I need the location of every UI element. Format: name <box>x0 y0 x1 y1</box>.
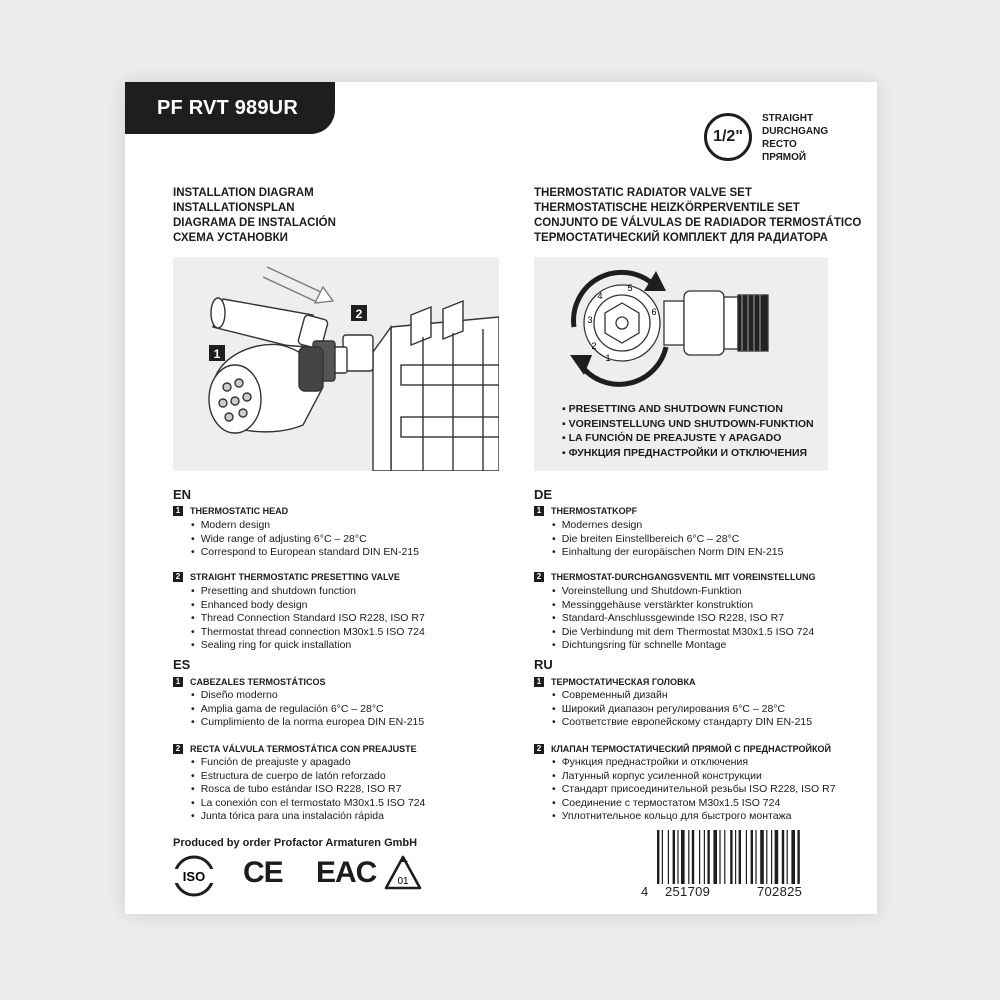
list-item: • Thermostat thread connection M30x1.5 ISO 724 <box>191 626 425 640</box>
heading-line: INSTALLATION DIAGRAM <box>173 187 314 199</box>
de-section-1-list <box>552 519 783 560</box>
en-section-1-list <box>191 519 419 560</box>
function-item: ▪ LA FUNCIÓN DE PREAJUSTE Y APAGADO <box>562 432 782 444</box>
list-item: • Die Verbindung mit dem Thermostat M30x1.5 ISO 724 <box>552 626 814 640</box>
list-item: • Enhanced body design <box>191 599 425 613</box>
en-section-1-title: 1 THERMOSTATIC HEAD <box>173 506 288 516</box>
size-line-es: RECTO <box>762 139 797 150</box>
dial-number-2: 2 <box>591 341 597 351</box>
ru-section-1-list <box>552 689 812 730</box>
list-item: • Einhaltung der europäischen Norm DIN EN-215 <box>552 546 783 560</box>
list-item: • Estructura de cuerpo de latón reforzado <box>191 770 425 784</box>
de-section-2-title: 2 THERMOSTAT-DURCHGANGSVENTIL MIT VOREINSTELLUNG <box>534 572 816 582</box>
iso-logo <box>173 855 215 897</box>
en-section-2-title: 2 STRAIGHT THERMOSTATIC PRESETTING VALVE <box>173 572 400 582</box>
size-line-de: DURCHGANG <box>762 126 829 137</box>
ru-section-1-title: 1 ТЕРМОСТАТИЧЕСКАЯ ГОЛОВКА <box>534 677 695 687</box>
list-item: • Dichtungsring für schnelle Montage <box>552 639 814 653</box>
svg-text:01: 01 <box>397 876 409 887</box>
list-item: • Стандарт присоединительной резьбы ISO R228, ISO R7 <box>552 783 836 797</box>
dial-number-1: 1 <box>605 353 611 363</box>
function-item: ▪ VOREINSTELLUNG UND SHUTDOWN-FUNKTION <box>562 417 814 430</box>
ce-mark: CE <box>243 856 283 889</box>
packaging-label <box>125 82 877 914</box>
eac-mark: EAC <box>316 856 377 889</box>
recycle-icon <box>383 854 423 892</box>
barcode-digits-right: 702825 <box>757 884 803 899</box>
de-section-1-title: 1 THERMOSTATKOPF <box>534 506 637 516</box>
list-item: • Standard-Anschlussgewinde ISO R228, ISO R7 <box>552 612 814 626</box>
dial-number-4: 4 <box>597 291 603 301</box>
list-item: • Латунный корпус усиленной конструкции <box>552 770 836 784</box>
heading-line: INSTALLATIONSPLAN <box>173 202 295 214</box>
dial-number-5: 5 <box>627 283 633 293</box>
lang-code-ru: RU <box>534 657 553 672</box>
heading-line: ТЕРМОСТАТИЧЕСКИЙ КОМПЛЕКТ ДЛЯ РАДИАТОРА <box>534 232 828 244</box>
en-section-2-list <box>191 585 425 653</box>
valve-drawing <box>534 257 828 399</box>
lang-code-en: EN <box>173 487 192 502</box>
list-item: • Diseño moderno <box>191 689 424 703</box>
list-item: • Функция преднастройки и отключения <box>552 756 836 770</box>
product-heading <box>534 186 861 246</box>
installation-drawing <box>173 257 499 471</box>
es-section-1-list <box>191 689 424 730</box>
function-item: ▪ PRESETTING AND SHUTDOWN FUNCTION <box>562 403 783 415</box>
lang-code-de: DE <box>534 487 553 502</box>
ru-section-2-list <box>552 756 836 824</box>
list-item: • Sealing ring for quick installation <box>191 639 425 653</box>
ru-section-2-title: 2 КЛАПАН ТЕРМОСТАТИЧЕСКИЙ ПРЯМОЙ С ПРЕДНАСТРОЙКОЙ <box>534 744 831 754</box>
function-list <box>562 402 814 460</box>
function-item: ▪ ФУНКЦИЯ ПРЕДНАСТРОЙКИ И ОТКЛЮЧЕНИЯ <box>562 446 808 459</box>
size-badge: 1/2" <box>704 113 752 161</box>
heading-line: DIAGRAMA DE INSTALACIÓN <box>173 217 336 229</box>
list-item: • Rosca de tubo estándar ISO R228, ISO R7 <box>191 783 425 797</box>
barcode-digit-prefix: 4 <box>641 884 649 899</box>
install-label-2: 2 <box>355 307 363 321</box>
es-section-2-list <box>191 756 425 824</box>
list-item: • Amplia gama de regulación 6°C – 28°C <box>191 703 424 717</box>
es-section-2-title: 2 RECTA VÁLVULA TERMOSTÁTICA CON PREAJUSTE <box>173 744 417 754</box>
list-item: • Correspond to European standard DIN EN-215 <box>191 546 419 560</box>
installation-heading <box>173 186 336 246</box>
barcode-digits-left: 251709 <box>665 884 711 899</box>
size-line-ru: ПРЯМОЙ <box>762 152 807 163</box>
list-item: • Modernes design <box>552 519 783 533</box>
list-item: • Presetting and shutdown function <box>191 585 425 599</box>
lang-code-es: ES <box>173 657 191 672</box>
dial-number-3: 3 <box>587 315 593 325</box>
heading-line: CONJUNTO DE VÁLVULAS DE RADIADOR TERMOSTÁTICO <box>534 217 862 229</box>
list-item: • Voreinstellung und Shutdown-Funktion <box>552 585 814 599</box>
list-item: • Junta tórica para una instalación rápida <box>191 810 425 824</box>
list-item: • La conexión con el termostato M30x1.5 ISO 724 <box>191 797 425 811</box>
list-item: • Современный дизайн <box>552 689 812 703</box>
de-section-2-list <box>552 585 814 653</box>
es-section-1-title: 1 CABEZALES TERMOSTÁTICOS <box>173 677 326 687</box>
product-code: PF RVT 989UR <box>125 82 335 134</box>
list-item: • Wide range of adjusting 6°C – 28°C <box>191 533 419 547</box>
list-item: • Die breiten Einstellbereich 6°C – 28°C <box>552 533 783 547</box>
installation-diagram <box>173 257 499 471</box>
list-item: • Соединение с термостатом M30x1.5 ISO 724 <box>552 797 836 811</box>
svg-text:ISO: ISO <box>182 869 206 884</box>
list-item: • Широкий диапазон регулирования 6°C – 28°C <box>552 703 812 717</box>
size-line-en: STRAIGHT <box>762 113 814 124</box>
produced-by: Produced by order Profactor Armaturen GmbH <box>173 837 418 849</box>
list-item: • Cumplimiento de la norma europea DIN EN-215 <box>191 716 424 730</box>
valve-diagram <box>534 257 828 471</box>
heading-line: THERMOSTATISCHE HEIZKÖRPERVENTILE SET <box>534 202 800 214</box>
list-item: • Modern design <box>191 519 419 533</box>
install-label-1: 1 <box>213 347 221 361</box>
list-item: • Messinggehäuse verstärkter konstruktion <box>552 599 814 613</box>
heading-line: СХЕМА УСТАНОВКИ <box>173 232 288 244</box>
dial-number-6: 6 <box>651 307 657 317</box>
list-item: • Thread Connection Standard ISO R228, ISO R7 <box>191 612 425 626</box>
heading-line: THERMOSTATIC RADIATOR VALVE SET <box>534 187 752 199</box>
list-item: • Función de preajuste y apagado <box>191 756 425 770</box>
list-item: • Уплотнительное кольцо для быстрого монтажа <box>552 810 836 824</box>
list-item: • Соответствие европейскому стандарту DIN EN-215 <box>552 716 812 730</box>
